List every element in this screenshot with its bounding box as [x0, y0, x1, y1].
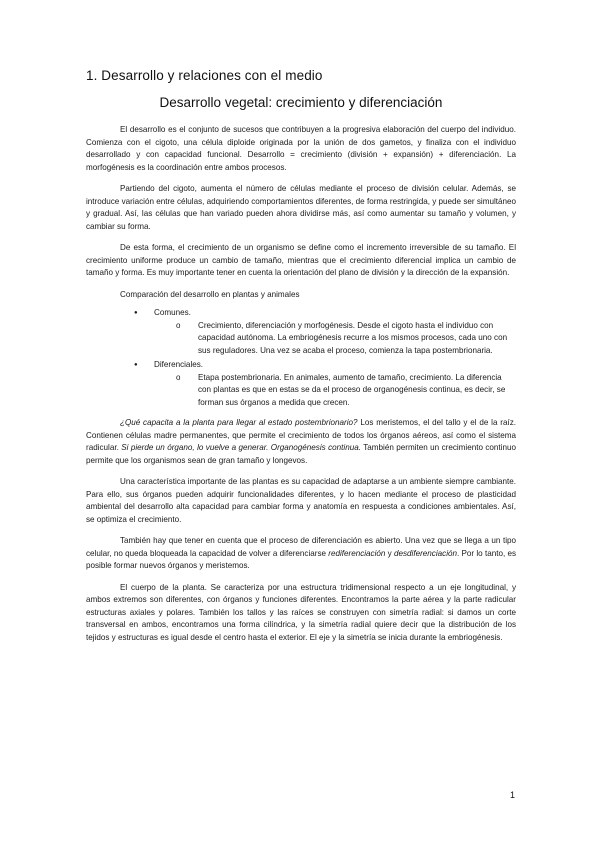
paragraph-text: y — [385, 548, 394, 558]
page-title: Desarrollo vegetal: crecimiento y diferenciación — [159, 95, 443, 110]
italic-text: desdiferenciación — [394, 548, 457, 558]
paragraph-cigoto: Partiendo del cigoto, aumenta el número de células mediante el proceso de división celular. Además, se introduce variación entre células, adquiriendo comportamientos diferentes, de forma restringida, y puede ser simultáneo y gradual. Así, las células que han variado pueden ahora dividirse más, así como aumentar su tamaño y volumen, y cambiar su forma. — [86, 184, 516, 231]
paragraph-text: Los meristemos, el del tallo y el de la raíz. Contienen células madre permanentes, que permite el crecimiento de todos los órganos aéreos, así como el sistema radicular. — [86, 418, 516, 452]
page-number: 1 — [510, 790, 516, 800]
comparison-title: Comparación del desarrollo en plantas y animales — [120, 289, 300, 299]
paragraph-diferenciacion — [86, 535, 516, 573]
comparison-list — [86, 307, 516, 409]
document-content — [86, 68, 516, 653]
paragraph-text: También hay que tener en cuenta que el proceso de diferenciación es abierto. Una vez que se llega a un tipo celular, no queda bloqueada la capacidad de volver a diferenciarse — [86, 536, 516, 558]
paragraph-desarrollo: El desarrollo es el conjunto de sucesos que contribuyen a la progresiva elaboración del cuerpo del individuo. Comienza con el cigoto, una célula diploide originada por la unión de dos gametos, y finaliza con el individuo desarrollado y con capacidad funcional. Desarrollo = crecimiento (división + expansión) + diferenciación. La morfogénesis es la coordinación entre ambos procesos. — [86, 125, 516, 172]
sub-list — [154, 320, 516, 358]
list-item-label: Comunes. — [154, 308, 191, 317]
sub-list — [154, 372, 516, 410]
list-item — [134, 359, 516, 409]
sub-list-item: o Etapa postembrionaria. En animales, aumento de tamaño, crecimiento. La diferencia con plantas es que en estas se da el proceso de organogénesis continua, es decir, se forman sus órganos a medida que crecen. — [176, 372, 516, 410]
paragraph-plasticidad: Una característica importante de las plantas es su capacidad de adaptarse a un ambiente siempre cambiante. Para ello, sus órganos pueden adquirir funcionalidades diferentes, y lo hacen mediante el proceso de plasticidad ambiental del desarrollo alta capacidad para cambiar forma y anatomía en respuesta a condiciones ambientales. Así, se optimiza el crecimiento. — [86, 477, 516, 524]
list-item — [134, 307, 516, 357]
paragraph-crecimiento: De esta forma, el crecimiento de un organismo se define como el incremento irreversible de su tamaño. El crecimiento uniforme produce un cambio de tamaño, mientras que el crecimiento diferencial implica un cambio de tamaño y forma. Es muy importante tener en cuenta la orientación del plano de división y la dirección de la expansión. — [86, 243, 516, 277]
question-text: ¿Qué capacita a la planta para llegar al estado postembrionario? — [120, 418, 358, 427]
italic-text: rediferenciación — [328, 548, 386, 558]
paragraph-meristemos — [86, 417, 516, 467]
section-heading: 1. Desarrollo y relaciones con el medio — [86, 68, 323, 83]
list-item-label: Diferenciales. — [154, 360, 204, 369]
sub-list-item: o Crecimiento, diferenciación y morfogénesis. Desde el cigoto hasta el individuo con capacidad autónoma. La embriogénesis recurre a los mismos procesos, cada uno con sus reguladores. Una vez se acaba el proceso, comienza la tapa postembrionaria. — [176, 320, 516, 358]
paragraph-text: También permiten un crecimiento continuo permite que los organismos sean de gran tamaño y longevos. — [86, 443, 516, 465]
paragraph-text: . Por lo tanto, es posible formar nuevos órganos y meristemos. — [86, 548, 517, 570]
italic-text: Si pierde un órgano, lo vuelve a generar. Organogénesis continua. — [121, 443, 361, 452]
paragraph-cuerpo-planta: El cuerpo de la planta. Se caracteriza por una estructura tridimensional respecto a un eje longitudinal, y ambos extremos son diferentes, con órganos y funciones diferentes. Encontramos la parte aérea y la parte radicular estructuras axiales y polares. También los tallos y las raíces se construyen con simetría radial: si damos un corte transversal en ambos, encontramos una forma cilíndrica, y la simetría radial quiere decir que la distribución de los tejidos y estructuras es igual desde el centro hasta el exterior. El eje y la simetría se inicia durante la embriogénesis. — [86, 582, 516, 642]
